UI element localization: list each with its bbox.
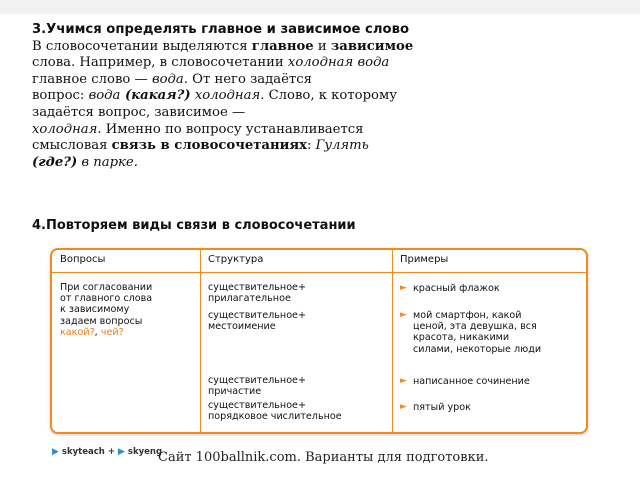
- question-separator: ,: [94, 326, 101, 338]
- header-questions: Вопросы: [60, 254, 106, 265]
- play-arrow-icon: ▶: [117, 447, 125, 457]
- example-phrase: холодная вода: [287, 55, 390, 71]
- text-run: От него задаётся: [187, 71, 312, 87]
- text-run: слова. Например, в словосочетании: [32, 55, 288, 71]
- question-word: какой?: [60, 326, 95, 338]
- example-line: ценой, эта девушка, вся: [413, 321, 537, 333]
- example-word: холодная: [190, 88, 261, 104]
- term-connection: связь в словосочетаниях: [111, 138, 307, 154]
- text-run: . Именно по вопросу устанавливается: [97, 121, 364, 137]
- text-line: задаётся вопрос, зависимое —: [32, 104, 246, 120]
- structure-item: [208, 282, 306, 304]
- connection-types-table: [50, 248, 588, 434]
- example-line: пятый урок: [413, 402, 471, 413]
- section-3-text: [32, 22, 502, 171]
- example-line: мой смартфон, какой: [413, 310, 522, 321]
- term-dependent: зависимое: [330, 38, 414, 54]
- text-line: [32, 155, 502, 172]
- brand-plus: +: [107, 447, 115, 457]
- example-item: [400, 402, 471, 413]
- text-line: [32, 72, 502, 89]
- example-line: красота, никакими: [413, 332, 510, 344]
- example-line: красный флажок: [413, 283, 500, 294]
- example-line: силами, некоторые люди: [413, 343, 542, 355]
- column-divider: [392, 250, 393, 432]
- example-item: [400, 283, 500, 294]
- text-run: :: [307, 138, 316, 154]
- example-word: Гулять: [315, 138, 369, 154]
- structure-item: [208, 310, 306, 332]
- questions-highlight: [60, 327, 200, 338]
- text-run: главное слово —: [32, 71, 152, 87]
- text-run: смысловая: [32, 138, 112, 154]
- text-line: [32, 55, 502, 72]
- questions-line: от главного слова: [60, 293, 153, 305]
- example-question: (где?): [32, 154, 78, 170]
- section-4-heading: 4.Повторяем виды связи в словосочетании: [32, 218, 356, 233]
- structure-line: существительное+: [208, 400, 307, 411]
- example-word: холодная: [32, 121, 98, 137]
- questions-line: к зависимому: [60, 304, 130, 316]
- text-run: . Слово, к которому: [260, 88, 397, 104]
- structure-line: прилагательное: [208, 293, 291, 305]
- questions-cell: [60, 282, 200, 338]
- table-header-row: [52, 250, 586, 273]
- brand-skyteach: skyteach: [61, 447, 105, 457]
- text-line: [32, 138, 502, 155]
- arrow-right-icon: ►: [400, 310, 407, 320]
- example-question: (какая?): [120, 88, 191, 104]
- example-line: написанное сочинение: [413, 376, 530, 387]
- section-3-heading: 3.Учимся определять главное и зависимое слово: [32, 22, 410, 37]
- structure-item: [208, 375, 306, 397]
- example-word: вода: [88, 88, 121, 104]
- arrow-right-icon: ►: [400, 283, 407, 293]
- structure-line: существительное+: [208, 310, 307, 321]
- header-examples: Примеры: [400, 254, 449, 265]
- questions-line: задаем вопросы: [60, 315, 143, 327]
- structure-line: местоимение: [208, 321, 276, 333]
- slide-top-bar: [0, 0, 640, 14]
- site-watermark: Сайт 100ballnik.com. Варианты для подготовки.: [158, 450, 489, 465]
- text-line: [32, 39, 502, 56]
- play-arrow-icon: ▶: [52, 447, 59, 457]
- brand-logos: [52, 447, 162, 457]
- question-word: чей?: [100, 326, 124, 338]
- text-line: [32, 122, 502, 139]
- structure-line: порядковое числительное: [208, 411, 342, 423]
- structure-line: существительное+: [208, 282, 307, 293]
- text-run: В словосочетании выделяются: [32, 38, 252, 54]
- brand-skyeng: skyeng: [127, 447, 163, 457]
- structure-item: [208, 400, 342, 422]
- arrow-right-icon: ►: [400, 376, 407, 386]
- text-run: и: [313, 38, 331, 54]
- text-line: [32, 88, 502, 105]
- structure-line: существительное+: [208, 375, 307, 386]
- structure-line: причастие: [208, 386, 262, 398]
- header-structure: Структура: [208, 254, 264, 265]
- term-main: главное: [251, 38, 314, 54]
- example-item: [400, 310, 541, 355]
- example-word: вода.: [151, 71, 188, 87]
- column-divider: [200, 250, 201, 432]
- questions-line: При согласовании: [60, 282, 153, 293]
- arrow-right-icon: ►: [400, 402, 407, 412]
- example-item: [400, 376, 530, 387]
- example-word: в парке.: [77, 154, 138, 170]
- text-run: вопрос:: [32, 88, 89, 104]
